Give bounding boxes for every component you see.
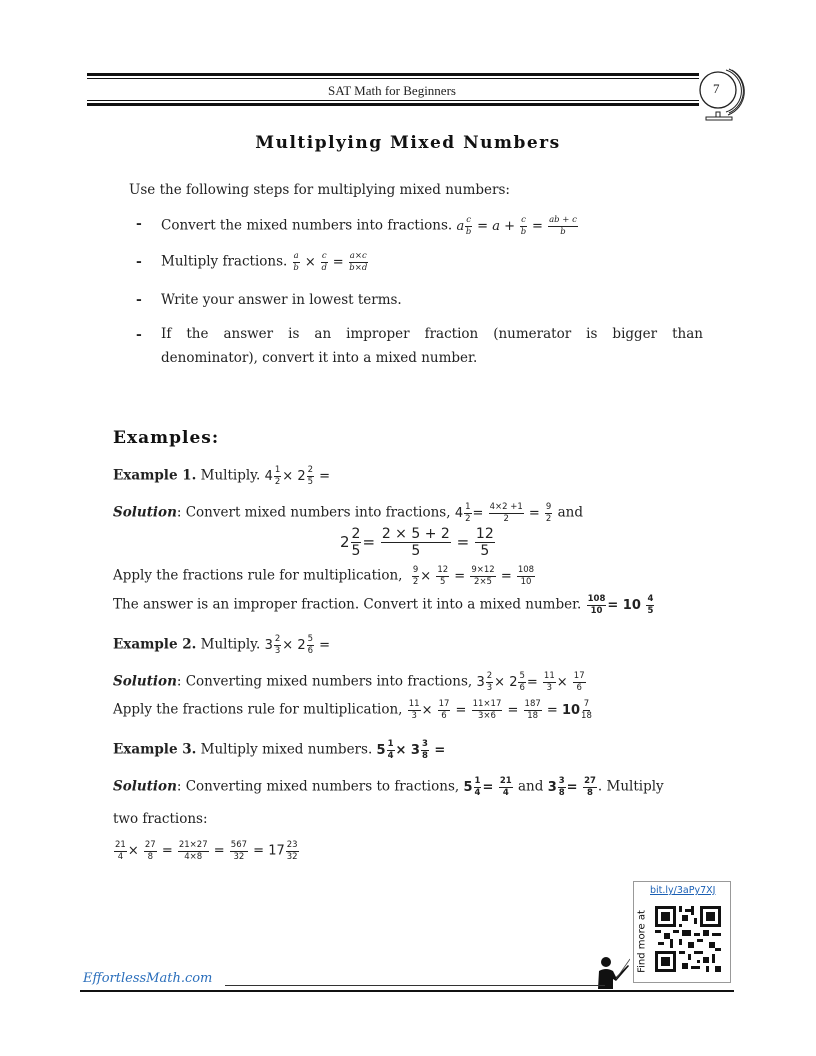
solution-text: : Converting mixed numbers into fractions, — [176, 673, 473, 690]
example-1-improper — [113, 595, 655, 615]
apply-text: Apply the fractions rule for multiplication, — [113, 701, 403, 718]
step-2-text: Multiply fractions. — [161, 253, 288, 270]
example-3-label: Example 3. — [113, 741, 197, 758]
example-3-conversion-1: 5 $\frac{1}{4}$ = $\frac{21}{4}$ — [463, 776, 512, 798]
example-3-line-2: two fractions: — [113, 811, 208, 827]
book-title: SAT Math for Beginners — [328, 83, 456, 98]
intro-text: Use the following steps for multiplying mixed numbers: — [129, 182, 510, 198]
example-3-solution — [113, 777, 664, 797]
step-3-text: Write your answer in lowest terms. — [161, 292, 402, 308]
example-2-expression: 3 $\frac{2}{3}$ × 2 $\frac{5}{6}$ = — [264, 634, 331, 656]
example-2-apply — [113, 700, 593, 720]
example-2-label: Example 2. — [113, 636, 197, 653]
example-2-solution — [113, 672, 587, 692]
example-1-answer: $\frac{108}{10}$ = 10 $\frac{4}{5}$ — [587, 594, 654, 616]
footer-rule-thick — [80, 990, 734, 992]
solution-text: : Converting mixed numbers to fractions, — [176, 778, 460, 795]
bullet-dash: - — [136, 216, 142, 232]
qr-code-icon[interactable] — [655, 906, 721, 972]
apply-text: Apply the fractions rule for multiplication, — [113, 567, 403, 584]
and-text: and — [518, 778, 544, 795]
solution-label: Solution — [113, 504, 177, 521]
example-2-instruction: Multiply. — [200, 636, 261, 653]
example-1-conversion-2: 2 $\frac{2}{5}$ = $\frac{2 \times 5 + 2}{5}$ = $\frac{12}{5}$ — [340, 526, 494, 559]
example-1-product: $\frac{9}{2}$ × $\frac{12}{5}$ = $\frac{9\times 12}{2\times 5}$ = $\frac{108}{10}$ — [412, 565, 535, 587]
example-1-conversion: 4 $\frac{1}{2}$ = $\frac{4\times 2 +1}{2}$ = $\frac{9}{2}$ — [454, 502, 552, 524]
footer-site-link[interactable]: EffortlessMath.com — [83, 971, 213, 986]
qr-caption: Find more at — [636, 910, 648, 973]
bullet-dash: - — [136, 254, 142, 270]
example-2-product: $\frac{11}{3}$ × $\frac{17}{6}$ = $\frac{11\times 17}{3\times 6}$ = $\frac{187}{18}$ = 10 $\frac{7}{18}$ — [408, 699, 592, 721]
step-1 — [161, 216, 579, 236]
header-rule-top — [87, 73, 699, 76]
example-3-expression: 5 $\frac{1}{4}$ × 3 $\frac{3}{8}$ = — [376, 739, 446, 761]
example-3-prompt — [113, 740, 445, 760]
header-rule-top-thin — [87, 78, 699, 79]
header-rule-bottom-thin — [87, 100, 699, 101]
page-number: 7 — [713, 81, 720, 96]
step-4-line-2: denominator), convert it into a mixed number. — [161, 350, 478, 366]
teacher-pointer-icon — [594, 955, 630, 989]
footer-rule-thin — [225, 985, 605, 986]
improper-text: The answer is an improper fraction. Convert it into a mixed number. — [113, 596, 582, 613]
example-1-label: Example 1. — [113, 467, 197, 484]
globe-page-number-icon — [698, 68, 746, 122]
step-1-formula: a $\frac{c}{b}$ = a + $\frac{c}{b}$ = $\frac{ab + c}{b}$ — [456, 215, 577, 237]
example-1-apply — [113, 566, 536, 586]
example-2-prompt — [113, 635, 330, 655]
example-3-instruction: Multiply mixed numbers. — [200, 741, 373, 758]
qr-card[interactable] — [633, 881, 731, 983]
header-rule-bottom — [87, 103, 699, 106]
step-2-formula: $\frac{a}{b}$ × $\frac{c}{d}$ = $\frac{a\times c}{b\times d}$ — [293, 251, 368, 273]
and-text: and — [557, 504, 584, 521]
example-2-conversion: 3 $\frac{2}{3}$ × 2 $\frac{5}{6}$ = $\frac{11}{3}$ × $\frac{17}{6}$ — [476, 671, 585, 693]
example-1-instruction: Multiply. — [200, 467, 261, 484]
bullet-dash: - — [136, 292, 142, 308]
example-3-conversion-2: 3 $\frac{3}{8}$ = $\frac{27}{8}$ — [547, 776, 596, 798]
solution-text: : Convert mixed numbers into fractions, — [176, 504, 451, 521]
step-2 — [161, 252, 369, 272]
example-3-product: $\frac{21}{4}$ × $\frac{27}{8}$ = $\frac{21\times 27}{4\times 8}$ = $\frac{567}{32}$ = 17 $\frac{23}{32}$ — [115, 840, 298, 862]
bullet-dash: - — [136, 327, 142, 343]
examples-heading: Examples: — [113, 428, 220, 448]
solution-label: Solution — [113, 673, 177, 690]
step-1-text: Convert the mixed numbers into fractions. — [161, 217, 453, 234]
multiply-text: . Multiply — [597, 778, 664, 795]
page-title: Multiplying Mixed Numbers — [255, 133, 561, 153]
step-4-line-1: If the answer is an improper fraction (numerator is bigger than — [161, 326, 703, 342]
qr-link[interactable]: bit.ly/3aPy7XJ — [650, 885, 716, 896]
solution-label: Solution — [113, 778, 177, 795]
example-1-solution — [113, 503, 583, 523]
example-1-expression: 4 $\frac{1}{2}$ × 2 $\frac{2}{5}$ = — [264, 465, 331, 487]
example-1-prompt — [113, 466, 330, 486]
